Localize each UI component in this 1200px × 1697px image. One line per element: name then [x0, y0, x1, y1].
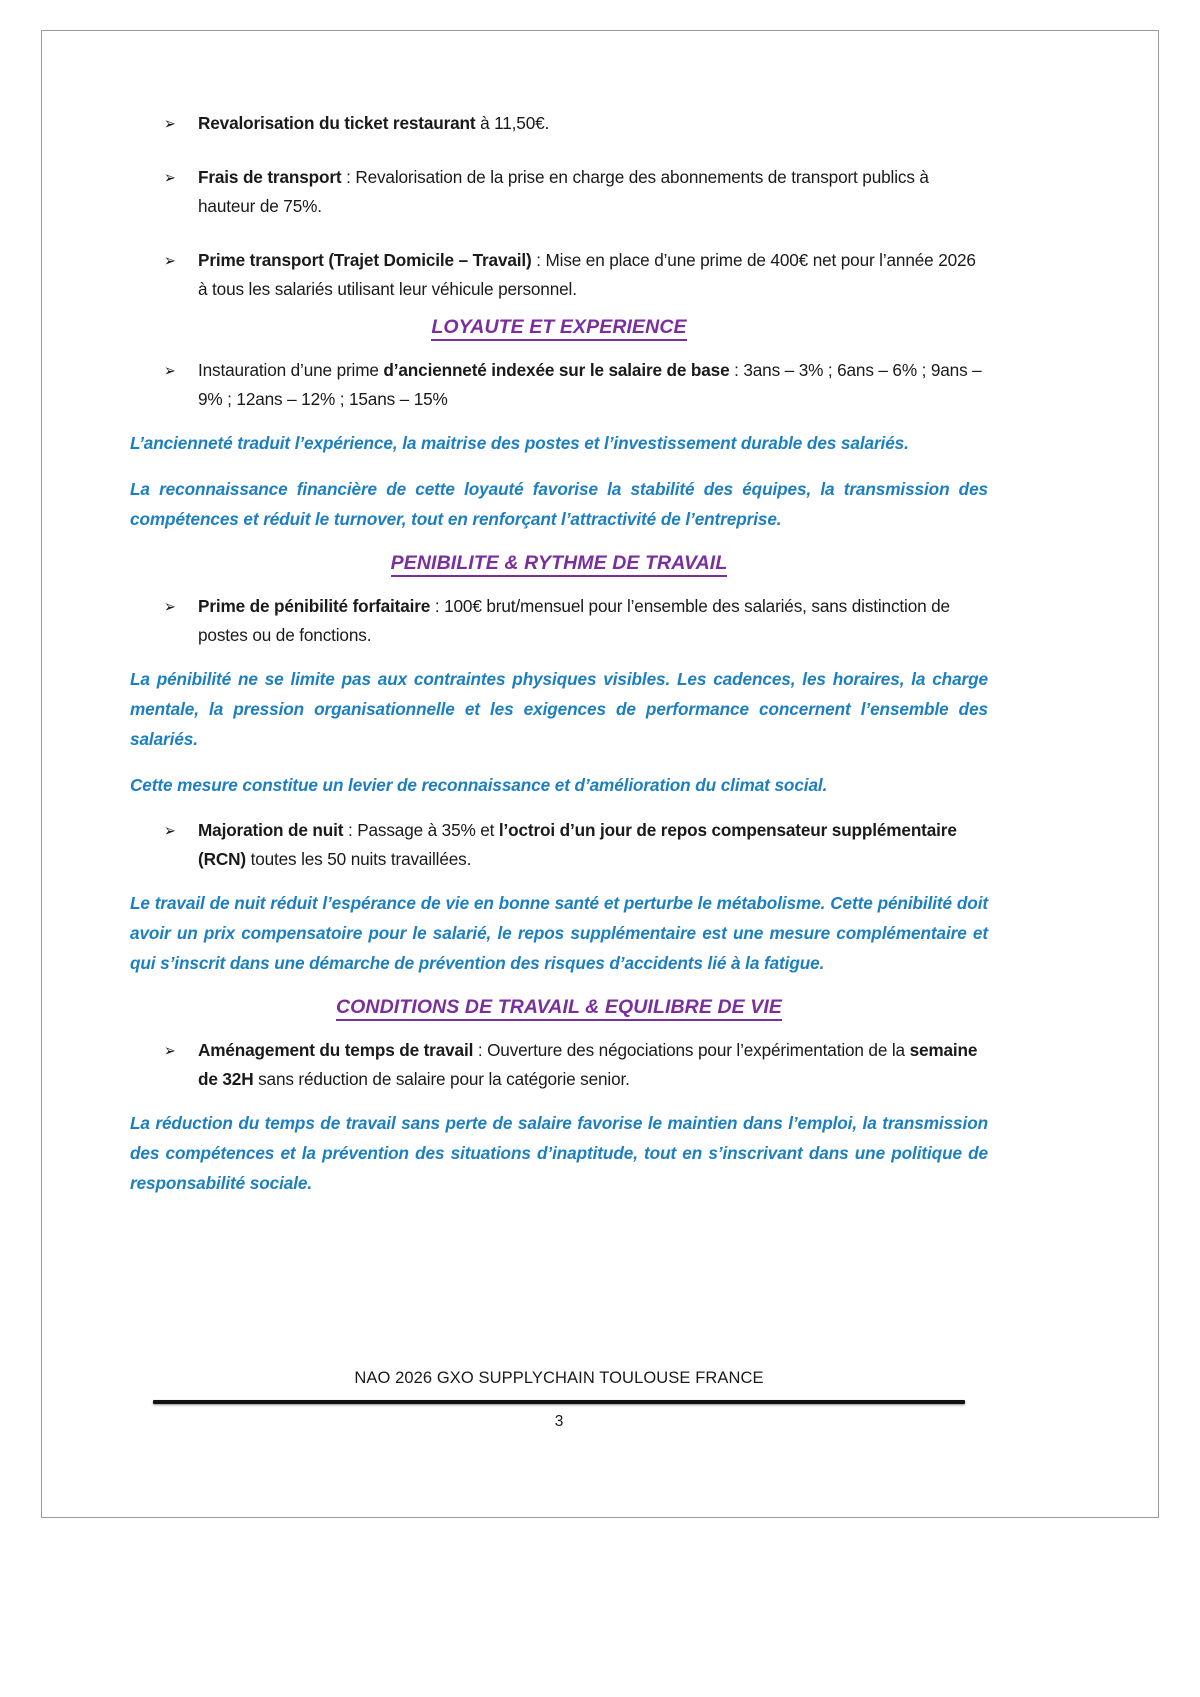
list-item-bold: Revalorisation du ticket restaurant — [198, 113, 476, 133]
arrow-bullet-icon: ➢ — [164, 821, 176, 840]
list-item-ticket-restaurant — [130, 109, 988, 138]
list-item-mid: : Passage à 35% et — [343, 820, 499, 840]
list-item-frais-transport — [130, 163, 988, 221]
section-heading-text: CONDITIONS DE TRAVAIL & EQUILIBRE DE VIE — [336, 996, 782, 1021]
paragraph-penibilite: La pénibilité ne se limite pas aux contraintes physiques visibles. Les cadences, les horaires, la charge mentale, la pression organisationnelle et les exigences de performance concernent l’ensemble des salariés. — [130, 669, 988, 749]
section-heading-text: PENIBILITE & RYTHME DE TRAVAIL — [391, 552, 728, 577]
paragraph-anciennete: L’ancienneté traduit l’expérience, la maitrise des postes et l’investissement durable des salariés. — [130, 433, 909, 453]
list-item-text — [198, 109, 988, 138]
list-item-text — [198, 356, 988, 414]
list-item-text — [198, 246, 988, 304]
list-item-rest: sans réduction de salaire pour la catégorie senior. — [253, 1069, 630, 1089]
paragraph-reconnaissance: La reconnaissance financière de cette loyauté favorise la stabilité des équipes, la transmission des compétences et réduit le turnover, tout en renforçant l’attractivité de l’entreprise. — [130, 479, 988, 529]
page-footer — [130, 1366, 988, 1431]
document-body — [130, 109, 988, 1214]
list-item-mid: : Ouverture des négociations pour l’expérimentation de la — [473, 1040, 910, 1060]
arrow-bullet-icon: ➢ — [164, 1041, 176, 1060]
list-item-prime-transport — [130, 246, 988, 304]
section-heading-loyaute — [130, 314, 988, 340]
list-item-bold-1: Aménagement du temps de travail — [198, 1040, 474, 1060]
section-heading-penibilite — [130, 550, 988, 576]
list-item-bold-2: l’octroi d’un jour de repos compensateur supplémentaire (RCN) — [198, 820, 957, 869]
list-item-rest: : 100€ brut/mensuel pour l’ensemble des salariés, sans distinction de postes ou de fonctions. — [198, 596, 950, 645]
list-item-rest: : Mise en place d’une prime de 400€ net pour l’année 2026 à tous les salariés utilisant leur véhicule personnel. — [198, 250, 976, 299]
document-page — [41, 30, 1159, 1518]
footer-title: NAO 2026 GXO SUPPLYCHAIN TOULOUSE FRANCE — [354, 1369, 764, 1387]
arrow-bullet-icon: ➢ — [164, 251, 176, 270]
arrow-bullet-icon: ➢ — [164, 361, 176, 380]
arrow-bullet-icon: ➢ — [164, 114, 176, 133]
paragraph-levier: Cette mesure constitue un levier de reconnaissance et d’amélioration du climat social. — [130, 775, 828, 795]
list-item-majoration-nuit — [130, 816, 988, 874]
page-number: 3 — [554, 1413, 564, 1430]
list-item-bold-2: semaine de 32H — [198, 1040, 978, 1089]
section-heading-text: LOYAUTE ET EXPERIENCE — [431, 316, 686, 341]
list-item-text — [198, 1036, 988, 1094]
list-item-text — [198, 592, 988, 650]
list-item-bold: Frais de transport — [198, 167, 342, 187]
footer-divider — [153, 1400, 965, 1404]
list-item-text — [198, 163, 988, 221]
list-item-rest: à 11,50€. — [475, 113, 550, 133]
list-item-anciennete — [130, 356, 988, 414]
list-item-rest: : Revalorisation de la prise en charge des abonnements de transport publics à hauteur de 75%. — [198, 167, 929, 216]
list-item-bold-1: Majoration de nuit — [198, 820, 344, 840]
section-heading-conditions — [130, 994, 988, 1020]
list-item-bold: d’ancienneté indexée sur le salaire de base — [383, 360, 730, 380]
list-item-bold: Prime transport (Trajet Domicile – Travail) — [198, 250, 532, 270]
list-item-bold: Prime de pénibilité forfaitaire — [198, 596, 431, 616]
list-item-text — [198, 816, 988, 874]
list-item-rest: toutes les 50 nuits travaillées. — [245, 849, 472, 869]
arrow-bullet-icon: ➢ — [164, 597, 176, 616]
paragraph-travail-nuit: Le travail de nuit réduit l’espérance de vie en bonne santé et perturbe le métabolisme. Cette pénibilité doit avoir un prix compensatoire pour le salarié, le repos supplémentaire est une mesure complémentaire et qui s’inscrit dans une démarche de prévention des risques d’accidents lié à la fatigue. — [130, 893, 988, 973]
list-item-amenagement — [130, 1036, 988, 1094]
arrow-bullet-icon: ➢ — [164, 168, 176, 187]
paragraph-reduction: La réduction du temps de travail sans perte de salaire favorise le maintien dans l’emploi, la transmission des compétences et la prévention des situations d’inaptitude, tout en s’inscrivant dans une politique de responsabilité sociale. — [130, 1113, 988, 1193]
list-item-prime-penibilite — [130, 592, 988, 650]
list-item-rest: : 3ans – 3% ; 6ans – 6% ; 9ans – 9% ; 12ans – 12% ; 15ans – 15% — [198, 360, 982, 409]
list-item-pre: Instauration d’une prime — [198, 360, 384, 380]
